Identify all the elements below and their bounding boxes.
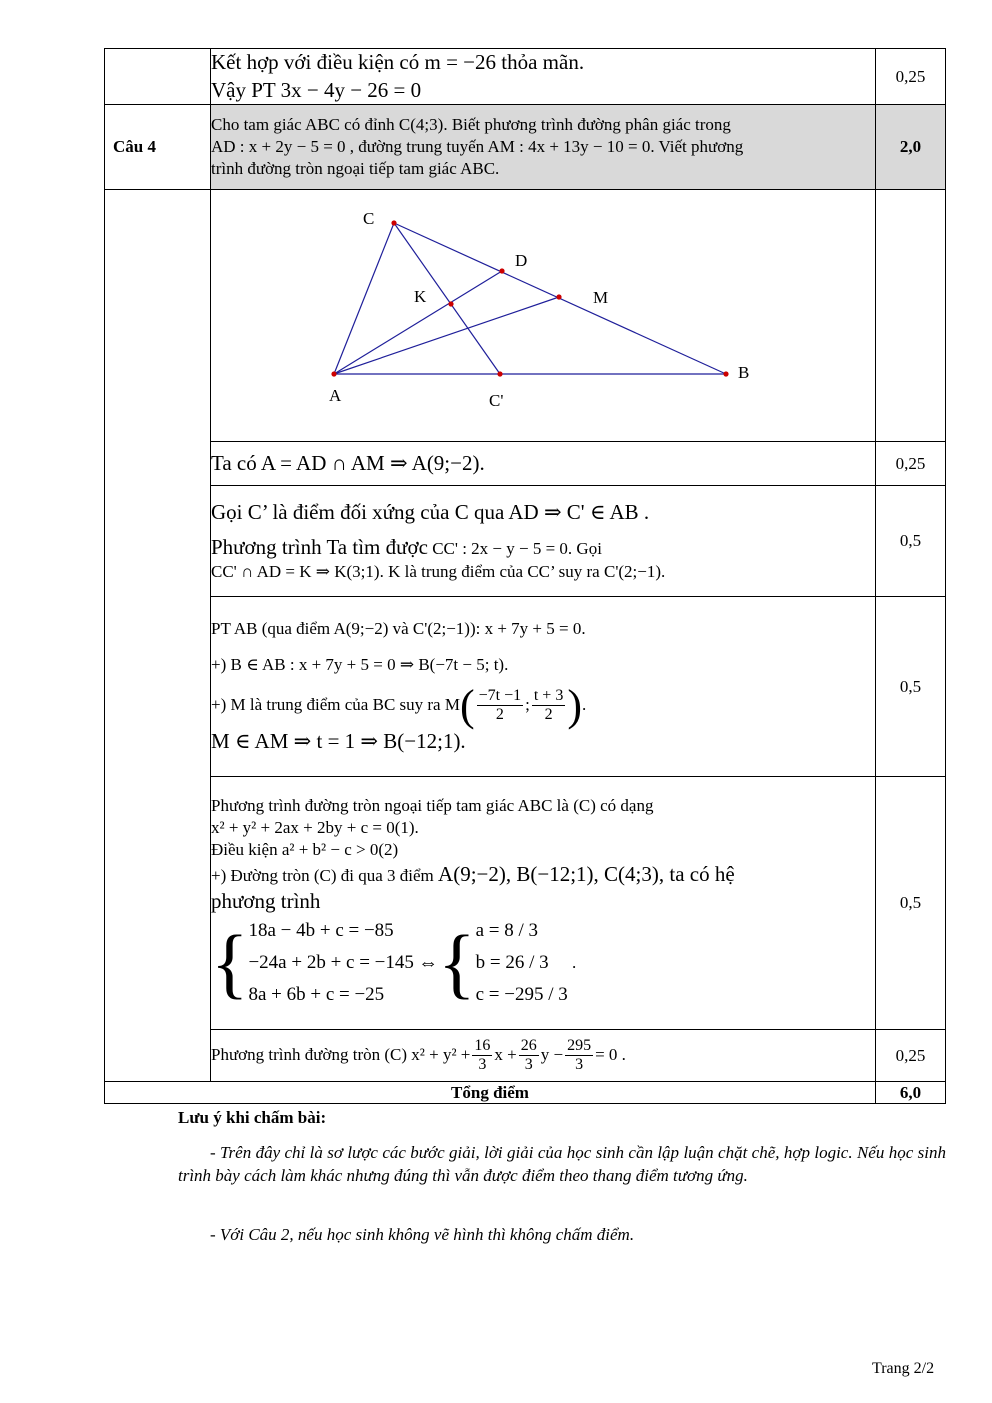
score-cell: 0,25	[876, 1030, 946, 1082]
score-cell	[876, 190, 946, 442]
label-m: M	[593, 287, 609, 307]
numerator: t + 3	[532, 687, 565, 706]
denominator: 2	[544, 706, 553, 724]
text-line: A(9;−2), B(−12;1), C(4;3), ta có hệ	[438, 861, 735, 886]
text-line: CC' ∩ AD = K ⇒ K(3;1). K là trung điểm của CC’ suy ra C'(2;−1).	[211, 562, 666, 582]
label-cell	[105, 190, 211, 1082]
system-right	[476, 915, 568, 1011]
numerator: 295	[565, 1037, 593, 1056]
table-row	[105, 49, 946, 105]
total-label: Tổng điểm	[105, 1082, 876, 1104]
content-cell	[211, 777, 876, 1030]
text-line: x² + y² + 2ax + 2by + c = 0(1).	[211, 817, 419, 837]
segment-c-cp	[394, 223, 500, 374]
equation-system: { 18a − 4b + c = −85 −24a + 2b + c = −145 8a + 6b + c = −25 ⇔{ a = 8 / 3 b = 26 / 3 c = −295 / 3 .	[211, 915, 875, 1011]
content-cell	[211, 49, 876, 105]
total-row	[105, 1082, 946, 1104]
triangle-figure	[211, 191, 875, 441]
equation: −24a + 2b + c = −145	[248, 952, 414, 974]
fraction	[519, 1037, 539, 1075]
text-line: +) M là trung điểm của BC suy ra M	[211, 694, 460, 714]
segment-a-c	[334, 223, 394, 374]
text-line: AD : x + 2y − 5 = 0 , đường trung tuyến AM : 4x + 13y − 10 = 0. Viết phương	[211, 136, 744, 156]
note-paragraph: - Với Câu 2, nếu học sinh không vẽ hình thì không chấm điểm.	[210, 1225, 635, 1244]
total-score: 6,0	[876, 1082, 946, 1104]
fraction	[532, 687, 565, 725]
table-row	[105, 777, 946, 1030]
fraction	[472, 1037, 492, 1075]
point-a	[331, 371, 336, 376]
point-m	[556, 294, 561, 299]
equation-part: x² + y² +	[411, 1044, 471, 1064]
content-cell	[211, 1030, 876, 1082]
equation: 8a + 6b + c = −25	[248, 984, 385, 1006]
label-c-prime: C'	[489, 390, 504, 410]
equation: c = −295 / 3	[475, 984, 568, 1006]
denominator: 2	[495, 706, 504, 724]
equation: 18a − 4b + c = −85	[248, 920, 394, 942]
text-line: Gọi C’ là điểm đối xứng của C qua AD ⇒ C' ∈ AB .	[211, 499, 650, 524]
fraction	[565, 1037, 593, 1075]
question-row	[105, 105, 946, 190]
equation: a = 8 / 3	[475, 920, 539, 942]
text-line: Phương trình Ta tìm được	[211, 534, 428, 559]
text-line: Phương trình đường tròn ngoại tiếp tam giác ABC là (C) có dạng	[211, 795, 654, 815]
text-line: phương trình	[211, 889, 321, 914]
label-c: C	[363, 208, 375, 228]
system-left	[248, 915, 413, 1011]
grading-table	[104, 48, 946, 1104]
point-b	[723, 371, 728, 376]
text-line: CC' : 2x − y − 5 = 0. Gọi	[432, 538, 602, 558]
content-cell	[211, 442, 876, 486]
table-row	[105, 1030, 946, 1082]
point-k	[448, 301, 453, 306]
score-cell: 0,25	[876, 442, 946, 486]
numerator: 16	[472, 1037, 492, 1056]
label-b: B	[738, 362, 750, 382]
segment-a-m	[334, 297, 559, 374]
equation-part: y −	[540, 1044, 564, 1064]
text-line: +) B ∈ AB : x + 7y + 5 = 0 ⇒ B(−7t − 5; t).	[211, 654, 509, 674]
question-text	[211, 105, 876, 190]
equation: b = 26 / 3	[475, 952, 549, 974]
table-row	[105, 442, 946, 486]
denominator: 3	[524, 1056, 533, 1073]
text-line: Vậy PT 3x − 4y − 26 = 0	[211, 77, 422, 102]
equivalence-symbol: ⇔	[418, 952, 439, 975]
numerator: −7t −1	[477, 687, 524, 706]
text-line: Điều kiện a² + b² − c > 0(2)	[211, 839, 399, 859]
score-cell: 0,5	[876, 777, 946, 1030]
label-d: D	[515, 250, 528, 270]
numerator: 26	[519, 1037, 539, 1056]
point-c	[391, 220, 396, 225]
label-cell	[105, 49, 211, 105]
fraction	[477, 687, 524, 725]
table-row	[105, 486, 946, 597]
denominator: 3	[478, 1056, 487, 1073]
text-line: trình đường tròn ngoại tiếp tam giác ABC.	[211, 159, 500, 179]
question-label: Câu 4	[105, 105, 211, 190]
figure-cell	[211, 190, 876, 442]
point-cp	[497, 371, 502, 376]
score-cell: 0,5	[876, 486, 946, 597]
text-line: M ∈ AM ⇒ t = 1 ⇒ B(−12;1).	[211, 728, 466, 753]
text-line: Ta có A = AD ∩ AM ⇒ A(9;−2).	[211, 450, 485, 475]
period: .	[572, 953, 577, 973]
score-cell: 0,5	[876, 597, 946, 777]
equation-part: = 0 .	[595, 1044, 626, 1064]
content-cell	[211, 486, 876, 597]
label-k: K	[414, 286, 427, 306]
score-cell: 0,25	[876, 49, 946, 105]
notes-title: Lưu ý khi chấm bài:	[178, 1108, 327, 1127]
note-paragraph: - Trên đây chỉ là sơ lược các bước giải, lời giải của học sinh cần lập luận chặt chẽ, hợp logic. Nếu học sinh trình bày cách làm khác nhưng đúng thì vẫn được điểm theo thang điểm tương ứng.	[178, 1143, 946, 1185]
text-line: PT AB (qua điểm A(9;−2) và C'(2;−1)): x + 7y + 5 = 0.	[211, 618, 586, 638]
content-cell	[211, 597, 876, 777]
denominator: 3	[575, 1056, 584, 1073]
point-d	[499, 268, 504, 273]
midpoint-line: +) M là trung điểm của BC suy ra M( $\frac{-7t -1}{2}$ ; $\frac{t + 3}{2}$ ).	[211, 680, 587, 730]
text-line: Kết hợp với điều kiện có m = −26 thỏa mãn.	[211, 50, 585, 75]
text-line: Phương trình đường tròn (C)	[211, 1044, 408, 1064]
equation-part: x +	[494, 1044, 517, 1064]
page-number: Trang 2/2	[872, 1360, 935, 1377]
table-row	[105, 597, 946, 777]
text-line: +) Đường tròn (C) đi qua 3 điểm	[211, 865, 434, 885]
text-line: Cho tam giác ABC có đỉnh C(4;3). Biết phương trình đường phân giác trong	[211, 114, 731, 134]
question-score: 2,0	[876, 105, 946, 190]
figure-row	[105, 190, 946, 442]
label-a: A	[329, 385, 342, 405]
